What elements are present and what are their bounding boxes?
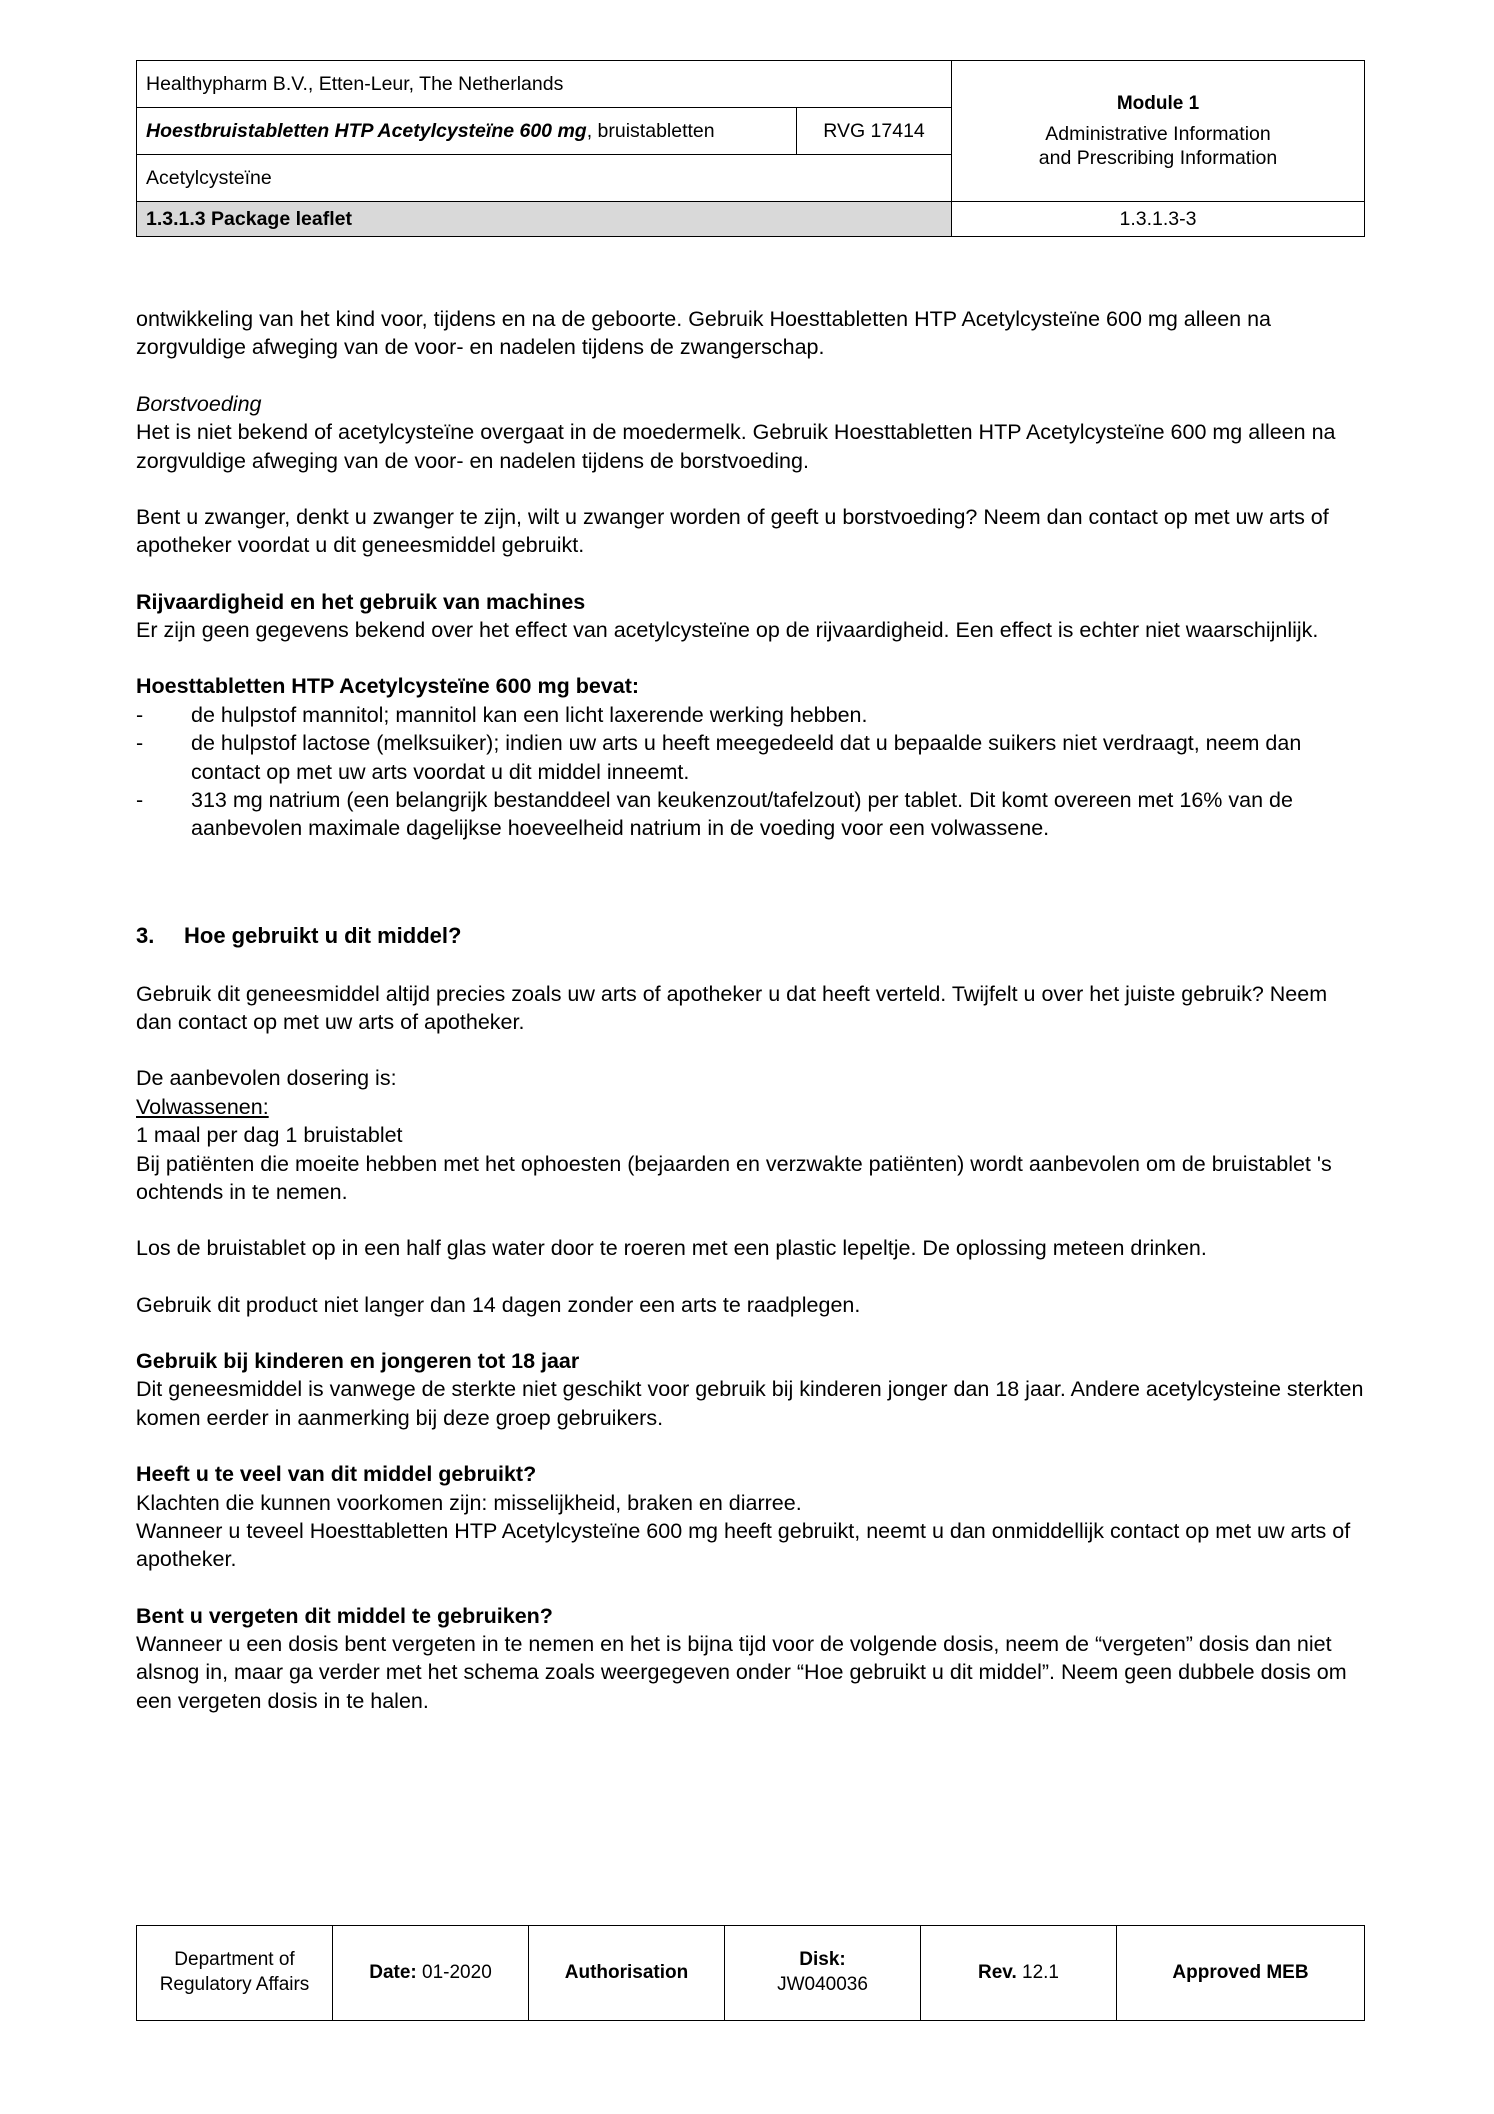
paragraph-driving-machines: Er zijn geen gegevens bekend over het effect van acetylcysteïne op de rijvaardigheid. Een effect is echter niet waarschijnlijk. [136,618,1319,642]
header-active-substance: Acetylcysteïne [137,155,952,202]
spacer [136,560,1366,588]
list-item [136,786,1366,843]
header-module-cell [952,61,1365,202]
document-footer-table [136,1925,1365,2021]
footer-disk-cell [725,1926,921,2021]
header-product-name: Hoestbruistabletten HTP Acetylcysteïne 600 mg [146,119,587,142]
bullet-dash-icon: - [136,787,144,812]
spacer [136,1319,1366,1347]
spacer [136,843,1366,921]
heading-missed-dose: Bent u vergeten dit middel te gebruiken? [136,1603,553,1628]
footer-department-line2: Regulatory Affairs [159,1974,310,1995]
spacer [136,1263,1366,1291]
header-row-doc-title [137,202,1365,237]
list-item [136,729,1366,786]
footer-department-line1: Department of [174,1949,295,1971]
spacer [136,644,1366,672]
document-title: 1.3.1.3 Package leaflet [137,202,952,237]
paragraph-usage-intro: Gebruik dit geneesmiddel altijd precies zoals uw arts of apotheker u dat heeft verteld. Twijfelt u over het juiste gebruik? Neem dan contact op met uw arts of apotheker. [136,981,1328,1035]
paragraph-duration-limit: Gebruik dit product niet langer dan 14 dagen zonder een arts te raadplegen. [136,1292,861,1317]
document-code: 1.3.1.3-3 [952,202,1365,237]
paragraph-pregnancy-advice: Bent u zwanger, denkt u zwanger te zijn, wilt u zwanger worden of geeft u borstvoeding? Neem dan contact op met uw arts of apotheker voordat u dit geneesmiddel gebruikt. [136,504,1329,558]
header-row-company [137,61,1365,108]
header-product-name-cell [137,108,797,155]
footer-disk-label: Disk: [799,1949,846,1971]
spacer [136,1432,1366,1460]
paragraph-dosing-lead: De aanbevolen dosering is: [136,1066,397,1091]
paragraph-overdose-symptoms: Klachten die kunnen voorkomen zijn: misselijkheid, braken en diarree. [136,1490,802,1515]
heading-driving-machines: Rijvaardigheid en het gebruik van machines [136,589,586,614]
paragraph-breastfeeding: Het is niet bekend of acetylcysteïne overgaat in de moedermelk. Gebruik Hoesttabletten HTP Acetylcysteïne 600 mg alleen na zorgvuldige afweging van de voor- en nadelen tijdens de borstvoeding. [136,420,1336,473]
footer-date-cell [333,1926,529,2021]
bullet-dash-icon: - [136,702,144,727]
document-header-table [136,60,1365,237]
footer-authorisation: Authorisation [529,1926,725,2021]
spacer [136,1574,1366,1602]
footer-disk-value: JW040036 [777,1974,868,1995]
spacer [136,1036,1366,1064]
section-number: 3. [136,922,155,948]
footer-department [137,1926,333,2021]
header-product-form: , bruistabletten [586,119,715,142]
header-company-name: Healthypharm B.V., Etten-Leur, The Netherlands [137,61,952,108]
paragraph-pregnancy-continuation: ontwikkeling van het kind voor, tijdens en na de geboorte. Gebruik Hoesttabletten HTP Acetylcysteïne 600 mg alleen na zorgvuldige afweging van de voor- en nadelen tijdens de zwangerschap. [136,307,1272,360]
spacer [136,950,1366,980]
leaflet-body [136,305,1366,1715]
section-title: Hoe gebruikt u dit middel? [184,922,462,948]
paragraph-overdose-action: Wanneer u teveel Hoesttabletten HTP Acetylcysteïne 600 mg heeft gebruikt, neemt u dan onmiddellijk contact op met uw arts of apotheker. [136,1518,1351,1572]
footer-date-label: Date: [369,1961,417,1983]
heading-contains: Hoesttabletten HTP Acetylcysteïne 600 mg bevat: [136,674,640,699]
header-rvg-number: RVG 17414 [797,108,952,155]
paragraph-missed-dose: Wanneer u een dosis bent vergeten in te nemen en het is bijna tijd voor de volgende dosis, neem de “vergeten” dosis dan niet alsnog in, maar ga verder met het schema zoals weergegeven onder “Hoe gebruikt u dit middel”. Neem geen dubbele dosis om een vergeten dosis in te halen. [136,1632,1347,1713]
heading-overdose: Heeft u te veel van dit middel gebruikt? [136,1462,537,1487]
footer-rev-label: Rev. [978,1961,1017,1983]
header-module-title: Module 1 [1116,92,1200,114]
bullet-dash-icon: - [136,731,144,756]
spacer [136,475,1366,503]
section-heading-3 [136,921,1366,950]
spacer [136,362,1366,390]
heading-children-use: Gebruik bij kinderen en jongeren tot 18 jaar [136,1349,580,1374]
header-module-subtitle-line1: Administrative Information [1045,122,1271,145]
heading-breastfeeding: Borstvoeding [136,391,262,416]
paragraph-adult-dose: 1 maal per dag 1 bruistablet [136,1123,403,1148]
spacer [136,1206,1366,1234]
header-module-subtitle-line2: and Prescribing Information [1038,146,1278,169]
paragraph-children-use: Dit geneesmiddel is vanwege de sterkte niet geschikt voor gebruik bij kinderen jonger dan 18 jaar. Andere acetylcysteine sterkten komen eerder in aanmerking bij deze groep gebruikers. [136,1377,1364,1430]
footer-approved-meb: Approved MEB [1117,1926,1365,2021]
list-item-text: de hulpstof lactose (melksuiker); indien uw arts u heeft meegedeeld dat u bepaalde suikers niet verdraagt, neem dan contact op met uw arts voordat u dit middel inneemt. [191,731,1302,784]
paragraph-dissolve-instructions: Los de bruistablet op in een half glas water door te roeren met een plastic lepeltje. De oplossing meteen drinken. [136,1236,1207,1261]
footer-revision-cell [921,1926,1117,2021]
list-item-text: de hulpstof mannitol; mannitol kan een licht laxerende werking hebben. [191,702,868,727]
list-item [136,701,1366,729]
footer-date-value: 01-2020 [422,1961,492,1983]
label-adults: Volwassenen: [136,1094,269,1119]
list-item-text: 313 mg natrium (een belangrijk bestanddeel van keukenzout/tafelzout) per tablet. Dit komt overeen met 16% van de aanbevolen maximale dagelijkse hoeveelheid natrium in de voeding voor een volwassene. [191,787,1293,841]
paragraph-elderly-advice: Bij patiënten die moeite hebben met het ophoesten (bejaarden en verzwakte patiënten) wordt aanbevolen om de bruistablet 's ochtends in te nemen. [136,1151,1332,1204]
footer-rev-value: 12.1 [1022,1961,1059,1983]
contains-ingredient-list [136,701,1366,843]
footer-row [137,1926,1365,2021]
